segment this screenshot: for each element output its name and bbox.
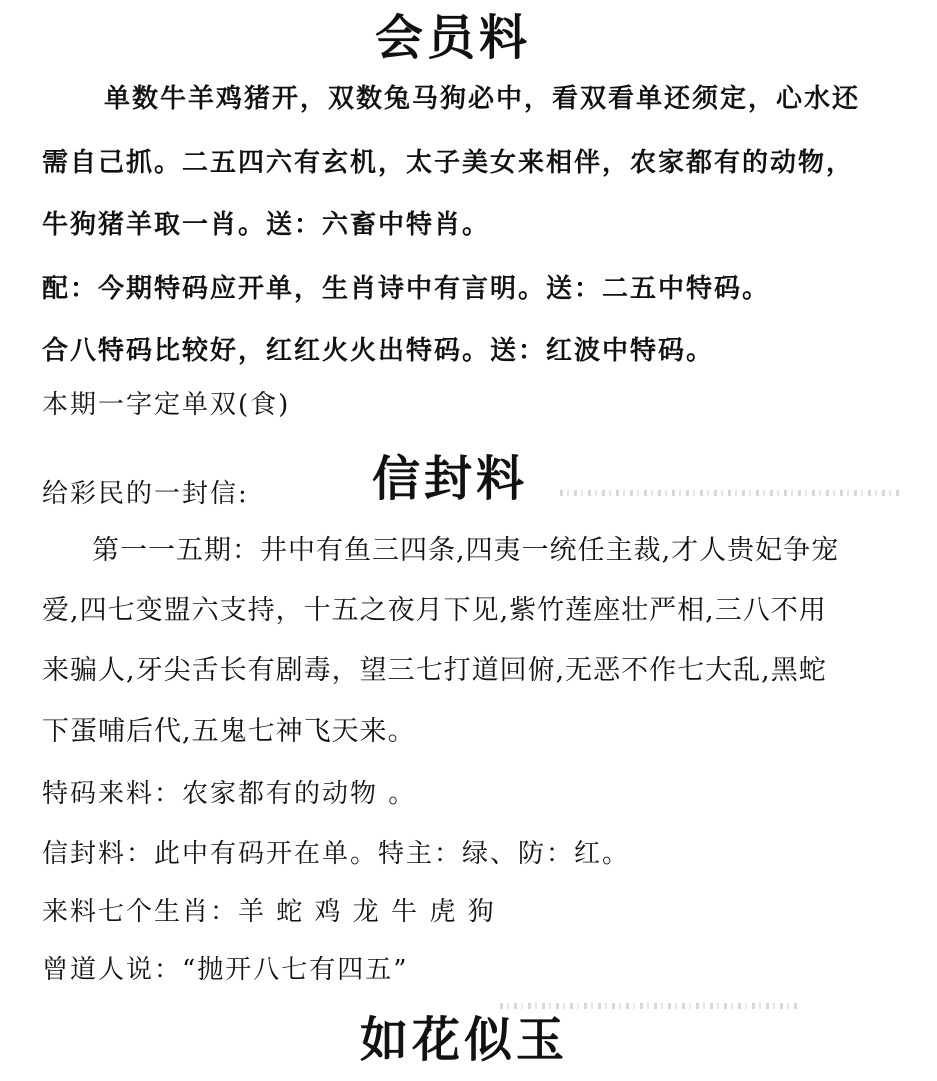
section1-line-3: 牛狗猪羊取一肖。送：六畜中特肖。 <box>42 210 491 240</box>
poem-line-3: 来骗人,牙尖舌长有剧毒，望三七打道回俯,无恶不作七大乱,黑蛇 <box>42 655 827 686</box>
poem-line-2: 爱,四七变盟六支持，十五之夜月下见,紫竹莲座壮严相,三八不用 <box>42 595 827 626</box>
section1-line-2: 需自己抓。二五四六有玄机，太子美女来相伴，农家都有的动物， <box>42 148 855 178</box>
section1-line-1: 单数牛羊鸡猪开，双数兔马狗必中，看双看单还须定，心水还 <box>104 84 861 114</box>
section2-title: 信封料 <box>372 451 529 507</box>
info-line-3: 来料七个生肖：羊 蛇 鸡 龙 牛 虎 狗 <box>42 897 496 927</box>
info-line-4: 曾道人说：“抛开八七有四五” <box>42 955 409 985</box>
poem-line-4: 下蛋哺后代,五鬼七神飞天来。 <box>42 716 416 747</box>
section1-line-5: 合八特码比较好，红红火火出特码。送：红波中特码。 <box>42 336 715 366</box>
section2-label: 给彩民的一封信: <box>42 479 249 509</box>
info-line-2: 信封料：此中有码开在单。特主：绿、防：红。 <box>42 839 631 869</box>
scan-speckle-bottom <box>500 1003 800 1009</box>
section1-footer: 本期一字定单双(食) <box>42 390 291 420</box>
section1-line-4: 配：今期特码应开单，生肖诗中有言明。送：二五中特码。 <box>42 274 771 304</box>
section1-title: 会员料 <box>375 10 532 66</box>
scan-speckle-right <box>560 490 900 496</box>
info-line-1: 特码来料：农家都有的动物 。 <box>42 779 417 809</box>
poem-line-1: 第一一五期：井中有鱼三四条,四夷一统任主裁,才人贵妃争宠 <box>92 535 840 566</box>
section3-title: 如花似玉 <box>360 1012 569 1068</box>
